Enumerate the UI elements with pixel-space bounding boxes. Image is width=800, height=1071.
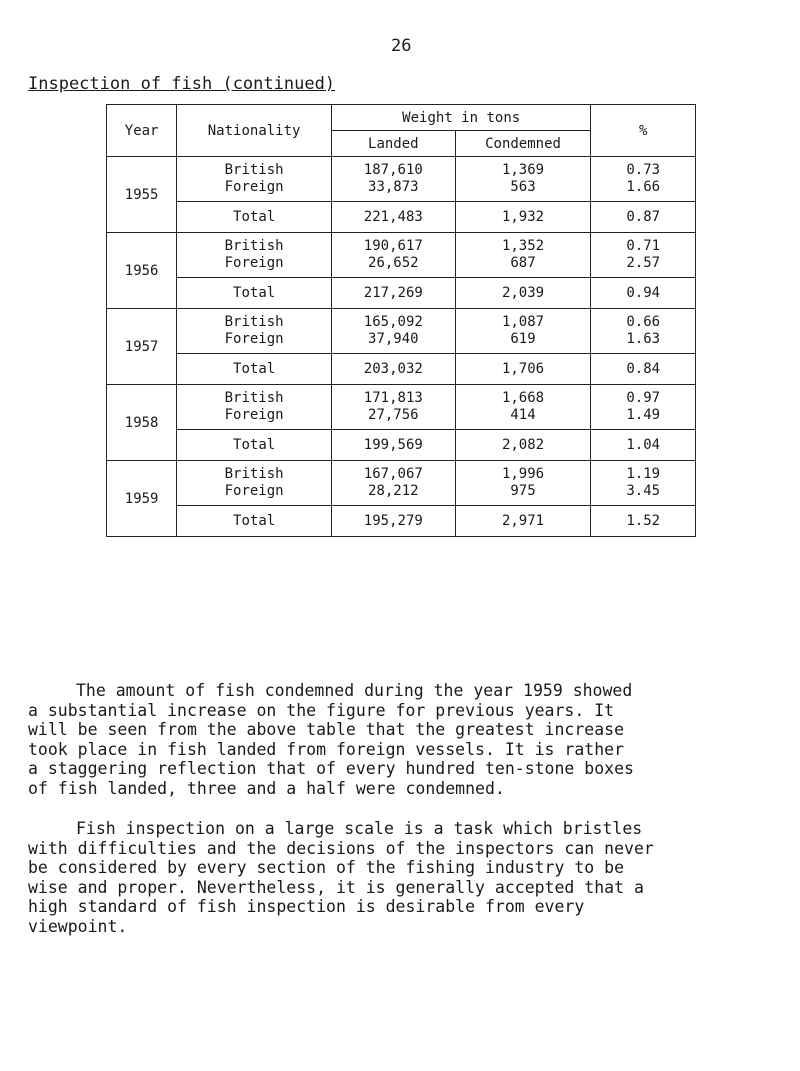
total-landed: 199,569 [331, 430, 455, 461]
percent-cell [591, 309, 696, 354]
condemned-cell [455, 157, 591, 202]
total-label: Total [177, 354, 332, 385]
landed-foreign: 26,652 [368, 255, 419, 271]
nationality-cell [177, 309, 332, 354]
total-percent: 0.84 [591, 354, 696, 385]
landed-cell [331, 233, 455, 278]
condemned-foreign: 563 [510, 179, 536, 195]
year-cell: 1955 [107, 157, 177, 233]
nationality-foreign: Foreign [224, 331, 284, 347]
condemned-foreign: 414 [510, 407, 536, 423]
percent-foreign: 1.49 [626, 407, 661, 423]
landed-foreign: 33,873 [368, 179, 419, 195]
header-year: Year [107, 105, 177, 157]
nationality-cell [177, 233, 332, 278]
total-label: Total [177, 430, 332, 461]
nationality-foreign: Foreign [224, 483, 284, 499]
table-total-row [107, 278, 696, 309]
condemned-foreign: 975 [510, 483, 536, 499]
total-label: Total [177, 506, 332, 537]
landed-foreign: 27,756 [368, 407, 419, 423]
fish-inspection-table [106, 104, 696, 537]
nationality-foreign: Foreign [224, 179, 284, 195]
table-total-row [107, 354, 696, 385]
percent-british: 0.66 [626, 314, 661, 330]
nationality-british: British [224, 238, 284, 254]
header-percent: % [591, 105, 696, 157]
table-row [107, 461, 696, 506]
landed-british: 171,813 [363, 390, 423, 406]
percent-british: 1.19 [626, 466, 661, 482]
percent-foreign: 2.57 [626, 255, 661, 271]
total-condemned: 2,971 [455, 506, 591, 537]
page-number: 26 [391, 36, 412, 56]
percent-british: 0.71 [626, 238, 661, 254]
paragraph-line: viewpoint. [28, 916, 128, 936]
landed-cell [331, 157, 455, 202]
percent-cell [591, 157, 696, 202]
paragraph-line: of fish landed, three and a half were condemned. [28, 778, 505, 798]
landed-british: 190,617 [363, 238, 423, 254]
condemned-british: 1,996 [501, 466, 545, 482]
total-label: Total [177, 202, 332, 233]
table-row [107, 385, 696, 430]
paragraph-line: took place in fish landed from foreign vessels. It is rather [28, 739, 625, 759]
condemned-foreign: 619 [510, 331, 536, 347]
paragraph-line: wise and proper. Nevertheless, it is generally accepted that a [28, 877, 644, 897]
page-heading: Inspection of fish (continued) [28, 74, 336, 94]
nationality-british: British [224, 314, 284, 330]
year-cell: 1957 [107, 309, 177, 385]
paragraph-line: a substantial increase on the figure for previous years. It [28, 700, 615, 720]
year-cell: 1956 [107, 233, 177, 309]
nationality-cell [177, 461, 332, 506]
total-condemned: 1,932 [455, 202, 591, 233]
nationality-cell [177, 385, 332, 430]
landed-foreign: 37,940 [368, 331, 419, 347]
paragraph-line: high standard of fish inspection is desirable from every [28, 897, 585, 916]
landed-cell [331, 309, 455, 354]
header-weight: Weight in tons [331, 105, 590, 131]
percent-foreign: 3.45 [626, 483, 661, 499]
paragraph-fish-condemned [28, 681, 788, 798]
percent-british: 0.73 [626, 162, 661, 178]
paragraph-line: Fish inspection on a large scale is a task which bristles [76, 819, 643, 838]
table-row [107, 157, 696, 202]
total-condemned: 1,706 [455, 354, 591, 385]
percent-british: 0.97 [626, 390, 661, 406]
total-percent: 0.94 [591, 278, 696, 309]
condemned-cell [455, 461, 591, 506]
nationality-british: British [224, 390, 284, 406]
condemned-cell [455, 385, 591, 430]
landed-british: 167,067 [363, 466, 423, 482]
landed-british: 187,610 [363, 162, 423, 178]
paragraph-fish-inspection [28, 819, 788, 936]
total-label: Total [177, 278, 332, 309]
nationality-british: British [224, 466, 284, 482]
table-total-row [107, 202, 696, 233]
condemned-british: 1,369 [501, 162, 545, 178]
paragraph-line: The amount of fish condemned during the year 1959 showed [76, 681, 633, 700]
table-total-row [107, 506, 696, 537]
total-percent: 0.87 [591, 202, 696, 233]
landed-cell [331, 461, 455, 506]
table-total-row [107, 430, 696, 461]
percent-foreign: 1.66 [626, 179, 661, 195]
year-cell: 1958 [107, 385, 177, 461]
total-condemned: 2,082 [455, 430, 591, 461]
landed-british: 165,092 [363, 314, 423, 330]
condemned-cell [455, 233, 591, 278]
condemned-british: 1,352 [501, 238, 545, 254]
table-row [107, 233, 696, 278]
condemned-cell [455, 309, 591, 354]
percent-cell [591, 233, 696, 278]
nationality-foreign: Foreign [224, 255, 284, 271]
paragraph-line: a staggering reflection that of every hundred ten-stone boxes [28, 759, 634, 778]
total-percent: 1.52 [591, 506, 696, 537]
landed-foreign: 28,212 [368, 483, 419, 499]
total-landed: 217,269 [331, 278, 455, 309]
percent-foreign: 1.63 [626, 331, 661, 347]
paragraph-line: be considered by every section of the fishing industry to be [28, 858, 625, 877]
paragraph-line: will be seen from the above table that the greatest increase [28, 720, 625, 739]
condemned-foreign: 687 [510, 255, 536, 271]
total-landed: 221,483 [331, 202, 455, 233]
condemned-british: 1,668 [501, 390, 545, 406]
nationality-british: British [224, 162, 284, 178]
total-percent: 1.04 [591, 430, 696, 461]
header-condemned: Condemned [455, 131, 591, 157]
header-landed: Landed [331, 131, 455, 157]
year-cell: 1959 [107, 461, 177, 537]
nationality-cell [177, 157, 332, 202]
total-landed: 203,032 [331, 354, 455, 385]
percent-cell [591, 461, 696, 506]
paragraph-line: with difficulties and the decisions of the inspectors can never [28, 838, 654, 858]
nationality-foreign: Foreign [224, 407, 284, 423]
total-condemned: 2,039 [455, 278, 591, 309]
total-landed: 195,279 [331, 506, 455, 537]
percent-cell [591, 385, 696, 430]
header-nationality: Nationality [177, 105, 332, 157]
landed-cell [331, 385, 455, 430]
condemned-british: 1,087 [501, 314, 545, 330]
table-row [107, 309, 696, 354]
